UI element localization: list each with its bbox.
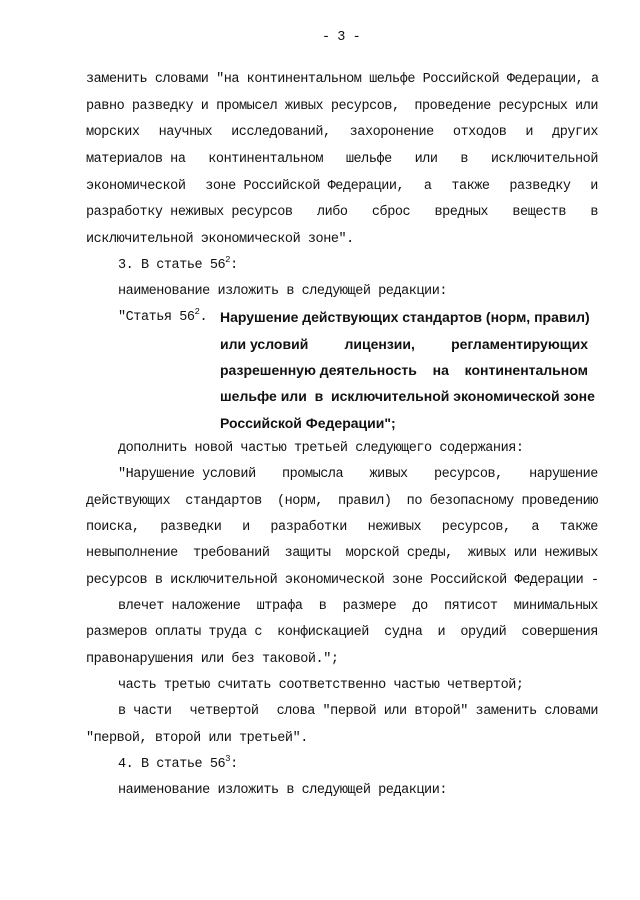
text-segment: требований xyxy=(192,546,270,561)
text-segment: исключительной xyxy=(490,152,598,167)
text-segment: континентальном xyxy=(208,152,324,167)
text-segment: размеров оплаты труда с xyxy=(86,625,262,640)
text-segment: четвертой xyxy=(189,704,259,719)
item-3-superscript: 2 xyxy=(225,254,231,265)
text-segment: ресурсов, xyxy=(441,520,511,535)
text-line: "первой, второй или третьей". xyxy=(86,731,308,746)
text-segment: исследований, xyxy=(231,125,331,140)
item-4-prefix: 4. В статье 56 xyxy=(118,757,226,772)
article-superscript: 2 xyxy=(194,306,200,317)
text-line xyxy=(86,205,598,221)
text-segment: а xyxy=(531,520,539,535)
text-segment: нарушение xyxy=(529,467,598,482)
article-dot: . xyxy=(199,310,208,325)
text-segment: вредных xyxy=(434,205,489,220)
text-line xyxy=(86,625,598,641)
text-segment: "Нарушение условий xyxy=(118,467,256,482)
text-line: заменить словами "на континентальном шельфе Российской Федерации, а xyxy=(86,72,599,87)
text-line xyxy=(118,599,598,615)
text-segment: либо xyxy=(316,205,348,220)
text-segment: защиты xyxy=(284,546,331,561)
text-segment: также xyxy=(451,179,490,194)
text-segment: разведку xyxy=(509,179,571,194)
text-segment: на xyxy=(432,362,449,378)
text-line: правонарушения или без таковой."; xyxy=(86,652,339,667)
text-line xyxy=(86,99,598,115)
text-segment: судна xyxy=(384,625,423,640)
text-segment: и xyxy=(242,520,250,535)
article-prefix: "Статья 56 xyxy=(118,310,195,325)
text-segment: и xyxy=(590,179,598,194)
text-segment: невыполнение xyxy=(86,546,178,561)
text-segment: действующих xyxy=(86,494,171,509)
text-segment: в xyxy=(460,152,469,167)
text-segment: неживых xyxy=(367,520,422,535)
text-segment: а xyxy=(423,179,432,194)
text-segment: слова "первой или второй" заменить словами xyxy=(276,704,598,719)
text-segment: и xyxy=(437,625,446,640)
text-segment: минимальных xyxy=(513,599,598,614)
article-title-line: Российской Федерации"; xyxy=(220,415,396,431)
text-segment: регламентирующих xyxy=(451,336,588,352)
text-segment: или условий xyxy=(220,336,309,352)
text-segment: до xyxy=(412,599,428,614)
text-segment: совершения xyxy=(521,625,598,640)
item-4-superscript: 3 xyxy=(225,753,231,764)
article-title-line xyxy=(220,362,588,378)
text-line xyxy=(86,520,598,536)
text-segment: по безопасному проведению xyxy=(406,494,598,509)
text-line xyxy=(86,125,598,141)
text-segment: морской среды, xyxy=(345,546,453,561)
text-line xyxy=(118,704,598,720)
text-segment: промысла xyxy=(281,467,344,482)
text-segment: континентальном xyxy=(464,362,588,378)
text-line xyxy=(118,467,598,483)
text-segment: или xyxy=(414,152,438,167)
text-segment: морских xyxy=(86,125,140,140)
text-line xyxy=(86,179,598,195)
text-segment: в xyxy=(590,205,598,220)
text-segment: ресурсов, xyxy=(433,467,503,482)
text-segment: шельфе xyxy=(345,152,392,167)
text-segment: живых или неживых xyxy=(467,546,598,561)
text-segment: размере xyxy=(342,599,397,614)
text-line: дополнить новой частью третьей следующего содержания: xyxy=(118,441,524,456)
text-segment: правил) xyxy=(337,494,392,509)
text-segment: разработки xyxy=(270,520,347,535)
text-segment: экономической xyxy=(86,179,186,194)
text-segment: проведение ресурсных или xyxy=(414,99,598,114)
text-line xyxy=(86,494,598,510)
text-segment: зоне Российской Федерации, xyxy=(205,179,405,194)
item-3-suffix: : xyxy=(230,258,238,273)
text-segment: веществ xyxy=(512,205,566,220)
text-line xyxy=(86,152,598,168)
item-3-prefix: 3. В статье 56 xyxy=(118,258,226,273)
text-line: наименование изложить в следующей редакции: xyxy=(118,783,448,798)
text-segment: орудий xyxy=(460,625,507,640)
text-segment: научных xyxy=(158,125,213,140)
text-segment: равно разведку и промысел живых ресурсов, xyxy=(86,99,400,114)
text-segment: в xyxy=(318,599,327,614)
article-label xyxy=(118,306,208,326)
item-3-heading xyxy=(118,254,238,274)
text-segment: и xyxy=(525,125,534,140)
text-segment: в части xyxy=(118,704,172,719)
page-number: - 3 - xyxy=(322,30,361,45)
text-line: исключительной экономической зоне". xyxy=(86,232,354,247)
text-segment: стандартов xyxy=(185,494,262,509)
text-segment: живых xyxy=(369,467,408,482)
text-line: часть третью считать соответственно частью четвертой; xyxy=(118,678,524,693)
item-4-heading xyxy=(118,753,238,773)
text-segment: разрешенную деятельность xyxy=(220,362,417,378)
text-segment: конфискацией xyxy=(277,625,369,640)
text-line: наименование изложить в следующей редакции: xyxy=(118,284,448,299)
text-segment: поиска, xyxy=(86,520,140,535)
text-segment: сброс xyxy=(371,205,411,220)
text-segment: (норм, xyxy=(276,494,323,509)
text-segment: разработку неживых ресурсов xyxy=(86,205,293,220)
item-4-suffix: : xyxy=(230,757,238,772)
article-title-line xyxy=(220,336,588,352)
text-segment: разведки xyxy=(160,520,222,535)
article-title-line: Нарушение действующих стандартов (норм, правил) xyxy=(220,309,590,325)
text-segment: влечет наложение xyxy=(118,599,241,614)
text-line xyxy=(86,546,598,562)
text-segment: захоронение xyxy=(349,125,434,140)
text-segment: отходов xyxy=(452,125,507,140)
text-segment: других xyxy=(552,125,598,140)
text-segment: пятисот xyxy=(443,599,498,614)
text-segment: штрафа xyxy=(256,599,303,614)
text-segment: также xyxy=(559,520,598,535)
text-segment: лицензии, xyxy=(344,336,415,352)
article-title-line: шельфе или в исключительной экономической зоне xyxy=(220,388,595,404)
text-segment: материалов на xyxy=(86,152,186,167)
text-line: ресурсов в исключительной экономической зоне Российской Федерации - xyxy=(86,573,599,588)
